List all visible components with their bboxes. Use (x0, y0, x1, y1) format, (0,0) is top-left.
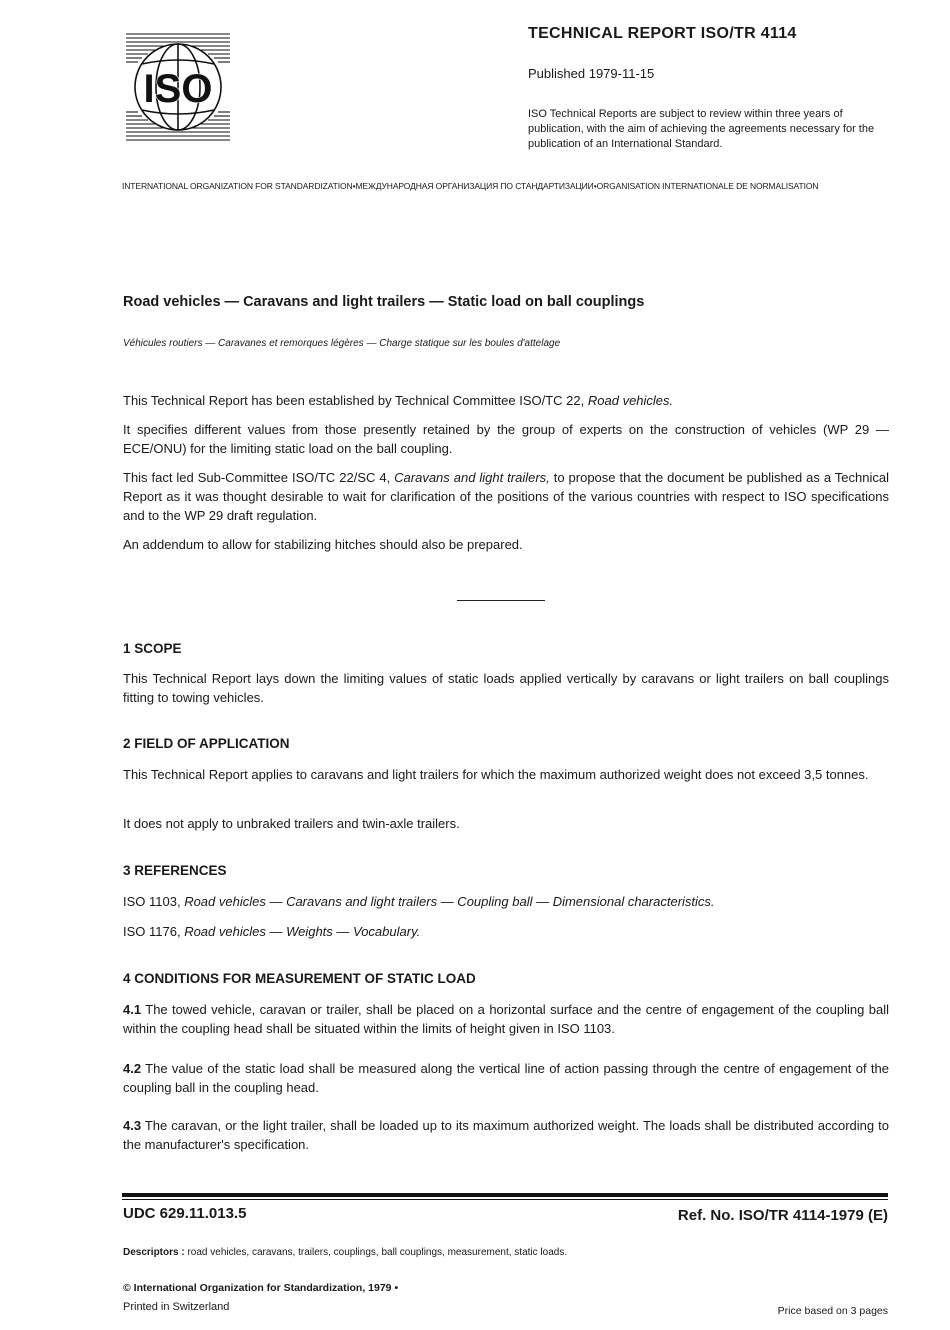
descriptors-label: Descriptors : (123, 1247, 188, 1258)
reference-2-title: Road vehicles — Weights — Vocabulary. (184, 924, 421, 939)
reference-1-title: Road vehicles — Caravans and light trailers — Coupling ball — Dimensional characteristics. (184, 894, 715, 909)
intro-p2: It specifies different values from those presently retained by the group of experts on the construction of vehicles (WP 29 — ECE/ONU) for the limiting static load on the ball coupling. (123, 422, 889, 456)
condition-4-2-text: The value of the static load shall be measured along the vertical line of action passing through the centre of engagement of the coupling ball in the coupling head. (123, 1061, 889, 1095)
organization-line: INTERNATIONAL ORGANIZATION FOR STANDARDIZATION•МЕЖДУНАРОДНАЯ ОРГАНИЗАЦИЯ ПО СТАНДАРТИЗАЦИИ•ORGANISATION INTERNATIONALE DE NORMALISATION (122, 181, 819, 191)
document-subtitle: Véhicules routiers — Caravanes et remorques légères — Charge statique sur les boules d'attelage (123, 338, 561, 349)
condition-4-2-number: 4.2 (123, 1061, 142, 1076)
iso-logo (120, 28, 236, 150)
condition-4-1-text: The towed vehicle, caravan or trailer, shall be placed on a horizontal surface and the centre of engagement of the coupling ball within the coupling head shall be situated within the limits of height given in ISO 1103. (123, 1002, 889, 1036)
condition-4-3 (123, 1116, 889, 1154)
intro-paragraph-3 (123, 468, 889, 525)
condition-4-1 (123, 1000, 889, 1038)
intro-p1-text: This Technical Report has been established by Technical Committee ISO/TC 22, (123, 393, 588, 408)
reference-number: Ref. No. ISO/TR 4114-1979 (E) (677, 1207, 888, 1224)
copyright: © International Organization for Standardization, 1979 • (123, 1282, 399, 1294)
section-scope-heading: 1 SCOPE (123, 641, 182, 656)
intro-paragraph-1 (123, 391, 889, 410)
section-references-heading: 3 REFERENCES (123, 863, 227, 878)
condition-4-2 (123, 1059, 889, 1097)
logo-text: ISO (143, 67, 213, 111)
section-conditions-heading: 4 CONDITIONS FOR MEASUREMENT OF STATIC LOAD (123, 971, 476, 986)
descriptors (123, 1247, 567, 1258)
intro-p1-italic: Road vehicles. (587, 393, 674, 408)
separator-line (457, 600, 545, 601)
reference-2-number: ISO 1176, (123, 924, 185, 939)
document-title: Road vehicles — Caravans and light trailers — Static load on ball couplings (123, 294, 645, 310)
condition-4-3-number: 4.3 (123, 1118, 142, 1133)
condition-4-3-text: The caravan, or the light trailer, shall be loaded up to its maximum authorized weight. The loads shall be distributed according to the manufacturer's specification. (123, 1118, 889, 1152)
printed-in: Printed in Switzerland (123, 1301, 230, 1313)
footer-rule-thick (122, 1193, 888, 1197)
descriptors-text: road vehicles, caravans, trailers, couplings, ball couplings, measurement, static loads. (187, 1247, 568, 1258)
intro-p4: An addendum to allow for stabilizing hitches should also be prepared. (123, 537, 523, 552)
published-date: Published 1979-11-15 (528, 66, 655, 81)
price-note: Price based on 3 pages (777, 1305, 888, 1317)
condition-4-1-number: 4.1 (123, 1002, 142, 1017)
review-note: ISO Technical Reports are subject to review within three years of publication, with the aim of achieving the agreements necessary for the publication of an International Standard. (528, 108, 875, 150)
section-field-heading: 2 FIELD OF APPLICATION (123, 736, 290, 751)
section-scope-text: This Technical Report lays down the limiting values of static loads applied vertically by caravans or light trailers on ball couplings fitting to towing vehicles. (123, 671, 889, 705)
intro-p3-b: to propose that the document be published as a Technical Report as it was thought desirable to wait for clarification of the positions of the various countries with respect to ISO specifications and to the WP 29 draft regulation. (123, 470, 890, 523)
intro-p3-a: This fact led Sub-Committee ISO/TC 22/SC 4, (123, 470, 395, 485)
intro-paragraph-4 (123, 535, 889, 554)
reference-iso-1103 (123, 892, 889, 911)
report-title: TECHNICAL REPORT ISO/TR 4114 (528, 25, 797, 42)
reference-1-number: ISO 1103, (123, 894, 185, 909)
section-field-p1: This Technical Report applies to caravans and light trailers for which the maximum authorized weight does not exceed 3,5 tonnes. (123, 767, 869, 782)
intro-p3-italic: Caravans and light trailers, (394, 470, 550, 485)
udc-number: UDC 629.11.013.5 (123, 1205, 247, 1222)
footer-rule-thin (122, 1199, 888, 1200)
reference-iso-1176 (123, 922, 889, 941)
section-field-p2: It does not apply to unbraked trailers and twin-axle trailers. (123, 816, 460, 831)
intro-paragraph-2 (123, 420, 889, 458)
